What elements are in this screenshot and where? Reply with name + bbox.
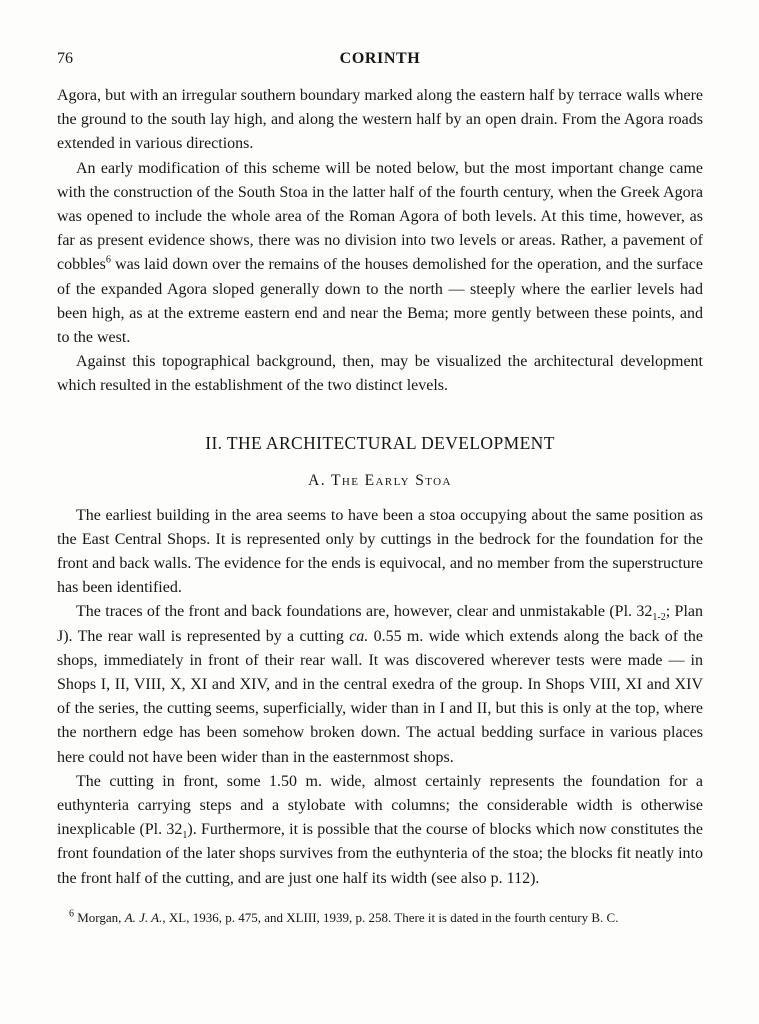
paragraph-front-cutting xyxy=(57,770,703,891)
paragraph-earliest-building: The earliest building in the area seems to have been a stoa occupying about the same position as the East Central Shops. It is represented only by cuttings in the bedrock for the foundation for the front and back walls. The evidence for the ends is equivocal, and no member from the superstructure has been identified. xyxy=(57,506,703,597)
paragraph-topographical-background: Against this topographical background, then, may be visualized the architectural development which resulted in the establishment of the two distinct levels. xyxy=(57,353,703,395)
section-heading: II. THE ARCHITECTURAL DEVELOPMENT xyxy=(205,432,555,453)
paragraph-text: 0.55 m. wide which extends along the back of the shops, immediately in front of their rear wall. It was discovered wherever tests were made — in Shops I, II, VIII, X, XI and XIV, and in the central exedra of the group. In Shops VIII, XI and XIV of the series, the cutting seems, superficially, wider than in I and II, but this is only at the top, where the northern edge has been somehow broken down. The actual bedding surface in various places here could not have been wider than in the easternmost shops. xyxy=(57,627,703,766)
paragraph-agora-boundary: Agora, but with an irregular southern boundary marked along the eastern half by terrace walls where the ground to the south lay high, and along the western half by an open drain. From the Agora roads extended in various directions. xyxy=(57,87,703,153)
footnote-marker: 6 xyxy=(69,908,74,920)
paragraph-text: was laid down over the remains of the houses demolished for the operation, and the surface of the expanded Agora sloped generally down to the north — steeply where the earlier levels had been high, as at the extreme eastern end and near the Bema; more gently between these points, and to the west. xyxy=(57,256,703,347)
italic-ca: ca. xyxy=(349,627,369,645)
paragraph-text: An early modification of this scheme will be noted below, but the most important change came with the construction of the South Stoa in the latter half of the fourth century, when the Greek Agora was opened to include the whole area of the Roman Agora of both levels. At this time, however, as far as present evidence shows, there was no division into two levels or areas. Rather, a pavement of cobbles xyxy=(57,159,703,274)
plate-subscript: 1-2 xyxy=(652,612,666,624)
footnote xyxy=(57,909,703,927)
running-head: CORINTH xyxy=(339,50,421,67)
paragraph-text: ; Plan J). The rear wall is represented by a cutting xyxy=(57,603,703,645)
book-page xyxy=(57,50,703,927)
footnote-text: Morgan, xyxy=(74,909,125,925)
journal-title-italic: A. J. A. xyxy=(124,909,163,925)
paragraph-text: The cutting in front, some 1.50 m. wide, almost certainly represents the foundation for a euthynteria carrying steps and a stylobate with columns; the considerable width is otherwise inexplicable (Pl. 32 xyxy=(57,772,703,839)
paragraph-text: The traces of the front and back foundations are, however, clear and unmistakable (Pl. 32 xyxy=(76,603,653,621)
plate-subscript: 1 xyxy=(182,830,188,842)
paragraph-text: ). Furthermore, it is possible that the course of blocks which now constitutes the front foundation of the later shops survives from the euthynteria of the stoa; the blocks fit neatly into the front half of the cutting, and are just one half its width (see also p. 112). xyxy=(57,821,704,887)
page-header xyxy=(57,50,703,74)
page-number: 76 xyxy=(57,50,73,67)
footnote-reference-6: 6 xyxy=(105,255,111,267)
paragraph-south-stoa xyxy=(57,157,703,351)
paragraph-foundation-traces xyxy=(57,600,703,769)
footnote-text: , XL, 1936, p. 475, and XLIII, 1939, p. 258. There it is dated in the fourth century B. C. xyxy=(162,909,619,925)
subsection-heading: A. The Early Stoa xyxy=(308,471,452,489)
